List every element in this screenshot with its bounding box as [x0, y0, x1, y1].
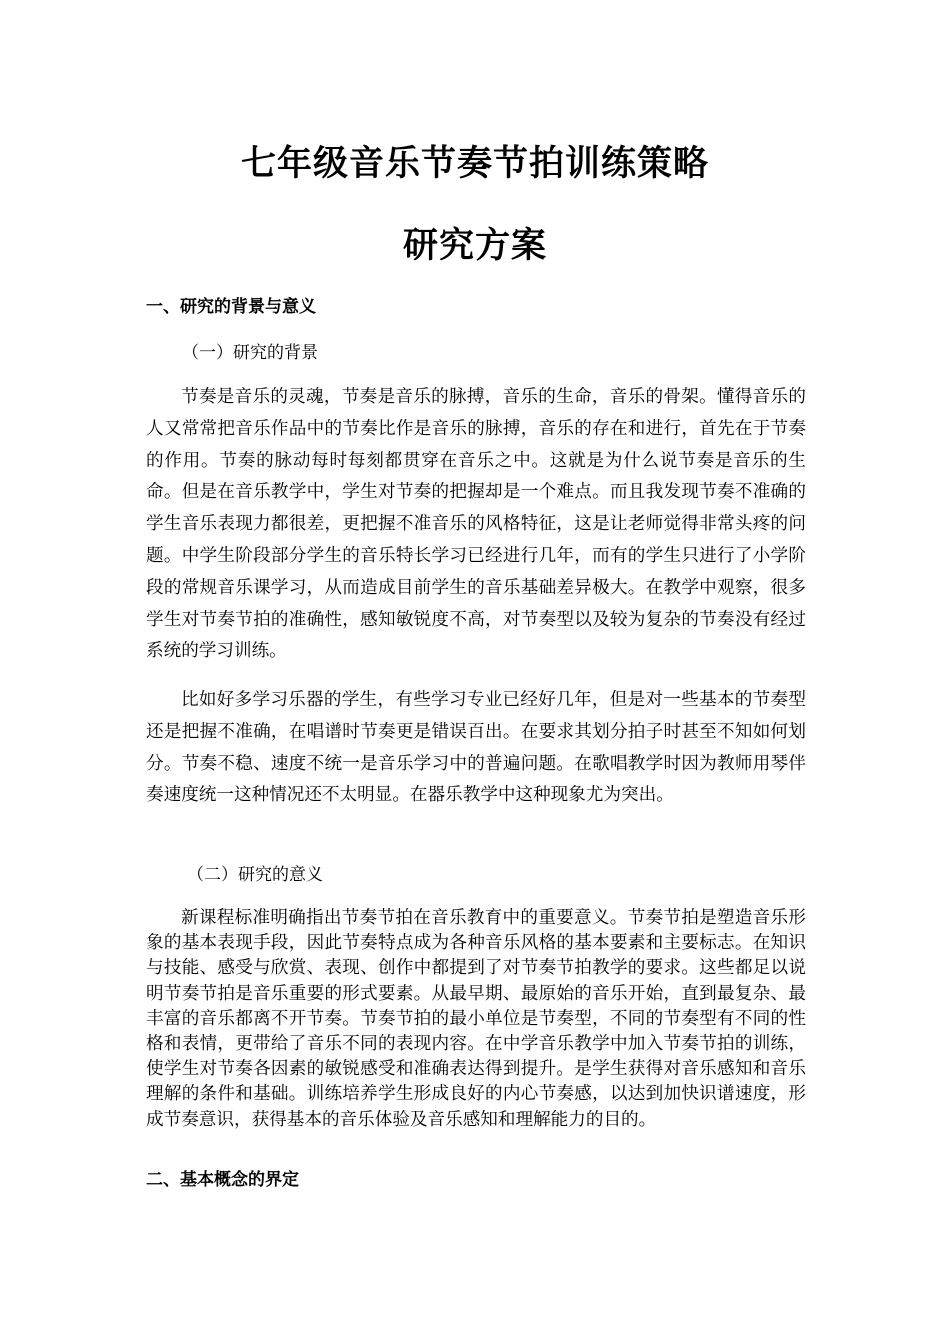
paragraph-background-2: 比如好多学习乐器的学生，有些学习专业已经好几年，但是对一些基本的节奏型还是把握不准确，在唱谱时节奏更是错误百出。在要求其划分拍子时甚至不知如何划分。节奏不稳、速度不统一是音乐学习中的普遍问题。在歌唱教学时因为教师用琴伴奏速度统一这种情况还不太明显。在器乐教学中这种现象尤为突出。 [146, 690, 806, 806]
document-subtitle: 研究方案 [402, 226, 547, 266]
section-heading-background-significance: 一、研究的背景与意义 [146, 297, 316, 317]
document-title: 七年级音乐节奏节拍训练策略 [240, 144, 709, 184]
subsection-heading-significance: （二）研究的意义 [187, 865, 323, 885]
subsection-heading-background: （一）研究的背景 [182, 343, 318, 363]
paragraph-significance: 新课程标准明确指出节奏节拍在音乐教育中的重要意义。节奏节拍是塑造音乐形象的基本表现手段，因此节奏特点成为各种音乐风格的基本要素和主要标志。在知识与技能、感受与欣赏、表现、创作中都提到了对节奏节拍教学的要求。这些都足以说明节奏节拍是音乐重要的形式要素。从最早期、最原始的音乐开始，直到最复杂、最丰富的音乐都离不开节奏。节奏节拍的最小单位是节奏型，不同的节奏型有不同的性格和表情，更带给了音乐不同的表现内容。在中学音乐教学中加入节奏节拍的训练，使学生对节奏各因素的敏锐感受和准确表达得到提升。是学生获得对音乐感知和音乐理解的条件和基础。训练培养学生形成良好的内心节奏感，以达到加快识谱速度，形成节奏意识，获得基本的音乐体验及音乐感知和理解能力的目的。 [146, 908, 806, 1130]
paragraph-background-1: 节奏是音乐的灵魂，节奏是音乐的脉搏，音乐的生命，音乐的骨架。懂得音乐的人又常常把音乐作品中的节奏比作是音乐的脉搏，音乐的存在和进行，首先在于节奏的作用。节奏的脉动每时每刻都贯穿在音乐之中。这就是为什么说节奏是音乐的生命。但是在音乐教学中，学生对节奏的把握却是一个难点。而且我发现节奏不准确的学生音乐表现力都很差，更把握不准音乐的风格特征，这是让老师觉得非常头疼的问题。中学生阶段部分学生的音乐特长学习已经进行几年，而有的学生只进行了小学阶段的常规音乐课学习，从而造成目前学生的音乐基础差异极大。在教学中观察，很多学生对节奏节拍的准确性，感知敏锐度不高，对节奏型以及较为复杂的节奏没有经过系统的学习训练。 [146, 387, 806, 662]
section-heading-concept-definition: 二、基本概念的界定 [146, 1170, 299, 1190]
